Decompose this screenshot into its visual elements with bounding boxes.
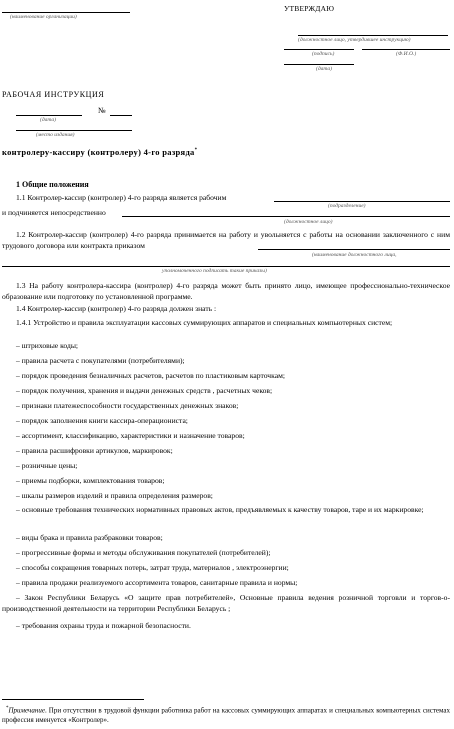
- p1-2: [2, 230, 450, 251]
- document-title: РАБОЧАЯ ИНСТРУКЦИЯ: [2, 90, 105, 99]
- list-item: – способы сокращения товарных потерь, затрат труда, материалов , электроэнергии;: [16, 563, 289, 572]
- place-line: [16, 130, 132, 131]
- signature-line: [284, 49, 354, 50]
- fio-line: [362, 49, 450, 50]
- footnote-label: Примечание: [8, 706, 45, 715]
- footnote-mark: *: [6, 706, 9, 711]
- document-subject: [2, 147, 197, 158]
- list-item: – правила расчета с покупателями (потребителями);: [16, 356, 185, 365]
- p1-4: 1.4 Контролер-кассир (контролер) 4-го разряда должен знать :: [16, 304, 217, 313]
- approve-date-caption: (дата): [316, 66, 332, 72]
- p1-1-second: и подчиняется непосредственно: [2, 208, 106, 217]
- supervisor-line: [122, 216, 450, 217]
- order-official-caption-2: уполномоченного подписать такие приказы): [162, 268, 267, 274]
- order-official-line-2: [2, 266, 450, 267]
- signature-caption: (подпись): [312, 51, 335, 57]
- order-official-line: [258, 249, 450, 250]
- doc-date-caption: (дата): [40, 117, 56, 123]
- approve-date-line: [284, 64, 354, 65]
- footnote: [2, 704, 450, 725]
- list-item: – ассортимент, классификацию, характеристики и назначение товаров;: [16, 431, 245, 440]
- list-item-long: – основные требования технических нормативных правовых актов, предъявляемых к качеству товаров, таре и их маркировке;: [16, 505, 424, 514]
- approver-position-caption: (должностное лицо, утвердившее инструкцию): [298, 37, 411, 43]
- footnote-text: . При отсутствии в трудовой функции работника работ на кассовых суммирующих аппаратах и специальных компьютерных системах профессия именуется «Контролер».: [2, 706, 450, 724]
- list-item: – правила продажи реализуемого ассортимента товаров, санитарные правила и нормы;: [16, 578, 298, 587]
- organization-line: [2, 12, 130, 13]
- list-item: – требования охраны труда и пожарной безопасности.: [16, 621, 191, 630]
- place-caption: (место издания): [36, 132, 75, 138]
- approve-label: УТВЕРЖДАЮ: [284, 4, 335, 13]
- list-item: – шкалы размеров изделий и правила определения размеров;: [16, 491, 213, 500]
- fio-caption: (Ф.И.О.): [396, 51, 417, 57]
- supervisor-caption: (должностное лицо): [284, 219, 333, 225]
- list-item: – прогрессивные формы и методы обслуживания покупателей (потребителей);: [16, 548, 271, 557]
- p1-1-first: 1.1 Контролер-кассир (контролер) 4-го разряда является рабочим: [16, 193, 227, 202]
- p1-3: 1.3 На работу контролера-кассира (контролер) 4-го разряда может быть принято лицо, имеющее профессионально-техническое образование или подготовку по установленной программе.: [2, 281, 450, 301]
- list-item: – признаки платежеспособности государственных денежных знаков;: [16, 401, 239, 410]
- doc-number-line: [110, 115, 132, 116]
- list-item-long: – Закон Республики Беларусь «О защите прав потребителей», Основные правила ведения розничной торговли и торгов-о-производственной деятельности на территории Республики Беларусь ;: [2, 593, 450, 613]
- number-sign: №: [98, 106, 106, 115]
- doc-date-line: [16, 115, 82, 116]
- subject-text: контролеру-кассиру (контролеру) 4-го разряда: [2, 147, 195, 157]
- list-item: – приемы подборки, комплектования товаров;: [16, 476, 165, 485]
- footnote-separator: [2, 699, 144, 700]
- order-official-caption: (наименование должностного лица,: [312, 252, 397, 258]
- list-item: – розничные цены;: [16, 461, 78, 470]
- section-heading: 1 Общие положения: [16, 180, 89, 189]
- subdivision-caption: (подразделение): [328, 203, 366, 209]
- subject-footnote-mark: *: [194, 148, 198, 154]
- list-item: – порядок заполнения книги кассира-операциониста;: [16, 416, 188, 425]
- list-item: – правила расшифровки артикулов, маркировок;: [16, 446, 173, 455]
- subdivision-line: [274, 201, 450, 202]
- p1-2-text: 1.2 Контролер-кассир (контролер) 4-го разряда принимается на работу и увольняется с работы на основании заключенного с ним трудового договора или контракта приказом: [2, 230, 450, 250]
- list-item: – штриховые коды;: [16, 341, 79, 350]
- organization-caption: (наименование организации): [10, 14, 77, 20]
- list-item: – виды брака и правила разбраковки товаров;: [16, 533, 163, 542]
- p1-4-1: 1.4.1 Устройство и правила эксплуатации кассовых суммирующих аппаратов и специальных компьютерных систем;: [16, 318, 393, 327]
- list-item: – порядок проведения безналичных расчетов, расчетов по пластиковым карточкам;: [16, 371, 285, 380]
- list-item: – порядок получения, хранения и выдачи денежных средств , расчетных чеков;: [16, 386, 273, 395]
- approver-line: [298, 35, 448, 36]
